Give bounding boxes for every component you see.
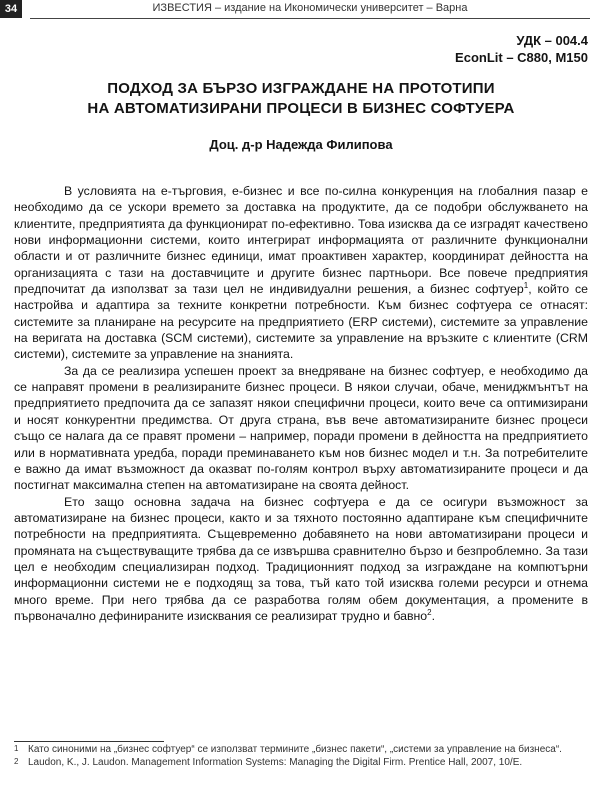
paragraph-1-text-cont: , който се настройва и адаптира за техните конкретни потребности. Към бизнес софтуера се отнасят: системите за планиране на ресурсите на предприятието (ERP системи), системите за управление на веригата на доставка (SCM системи), системите за управление на връзките с клиентите (CRM системи), системите за управление на знанията.	[14, 282, 588, 362]
footnote-1	[14, 744, 588, 757]
footnote-divider	[14, 741, 164, 742]
classification-codes	[455, 32, 588, 66]
title-line-2: НА АВТОМАТИЗИРАНИ ПРОЦЕСИ В БИЗНЕС СОФТУЕРА	[87, 100, 515, 117]
paragraph-1-text: В условията на е-търговия, е-бизнес и все по-силна конкуренция на глобалния пазар е необходимо да се ускори времето за доставка на продуктите, да се подобри обслужването на клиентите, предприятията да функционират по-ефективно. Това изисква да се изградят качествено нови информационни системи, които интегрират информацията от различните функционални области и от различните бизнес единици, имат проактивен характер, координират дейността на организацията с тази на доставчиците и другите бизнес партньори. Все повече предприятия предпочитат да използват за тази цел не индивидуални решения, а бизнес софтуер	[14, 184, 588, 297]
paragraph-2: За да се реализира успешен проект за внедряване на бизнес софтуер, е необходимо да се направят промени в реализираните бизнес процеси. В някои случаи, обаче, мениджмънтът на предприятието предпочита да се запазят някои специфични процеси, които вече са оптимизирани и носят конкурентни предимства. От друга страна, във вече автоматизираните бизнес процеси също се налага да се правят промени – например, поради промени в дейността на предприятието или в нормативната уредба, поради преминаването към нов бизнес модел и т.н. За потребителите е важно да имат възможност да оказват по-голям контрол върху автоматизираните процеси и да постигнат максимална степен на автоматизиране на своята дейност.	[14, 363, 588, 493]
footnote-1-text: Като синоними на „бизнес софтуер“ се използват термините „бизнес пакети“, „системи за управление на бизнеса“.	[28, 744, 562, 755]
paragraph-3	[14, 494, 588, 625]
udk-code: УДК – 004.4	[516, 33, 588, 48]
paper-title	[14, 79, 588, 119]
footnote-ref-1: 1	[523, 280, 529, 290]
footnote-1-mark: 1	[14, 744, 19, 753]
journal-title: ИЗВЕСТИЯ – издание на Икономически университет – Варна	[30, 0, 590, 19]
paragraph-3-text-end: .	[431, 608, 436, 623]
paragraph-1	[14, 183, 588, 363]
footnotes	[14, 744, 588, 769]
page-number: 34	[0, 0, 22, 18]
footnote-2	[14, 757, 588, 770]
article-body	[14, 183, 588, 624]
footnote-2-mark: 2	[14, 756, 19, 766]
footnote-ref-2: 2	[427, 607, 432, 617]
paragraph-3-text: Ето защо основна задача на бизнес софтуера е да се осигури възможност за автоматизиране на бизнес процеси, както и за тяхното постоянно адаптиране към специфичните потребности на предприятията. Същевременно добавянето на нови автоматизирани процеси и промяната на съществуващите трябва да се извършва сравнително бързо и безпроблемно. За тази цел е необходим специализиран подход. Традиционният подход за изграждане на компютърни информационни системи не е подходящ за това, тъй като той изисква големи ресурси и отнема много време. При него трябва да се разработва голям обем документация, а промените в първоначално дефинираните изисквания се реализират трудно и бавно	[14, 494, 588, 623]
running-head	[0, 0, 600, 20]
econlit-code: EconLit – C880, M150	[455, 50, 588, 65]
title-line-1: ПОДХОД ЗА БЪРЗО ИЗГРАЖДАНЕ НА ПРОТОТИПИ	[107, 80, 495, 97]
author-name: Доц. д-р Надежда Филипова	[209, 137, 393, 152]
footnote-2-text: Laudon, K., J. Laudon. Management Information Systems: Managing the Digital Firm. Prentice Hall, 2007, 10/E.	[28, 756, 523, 768]
